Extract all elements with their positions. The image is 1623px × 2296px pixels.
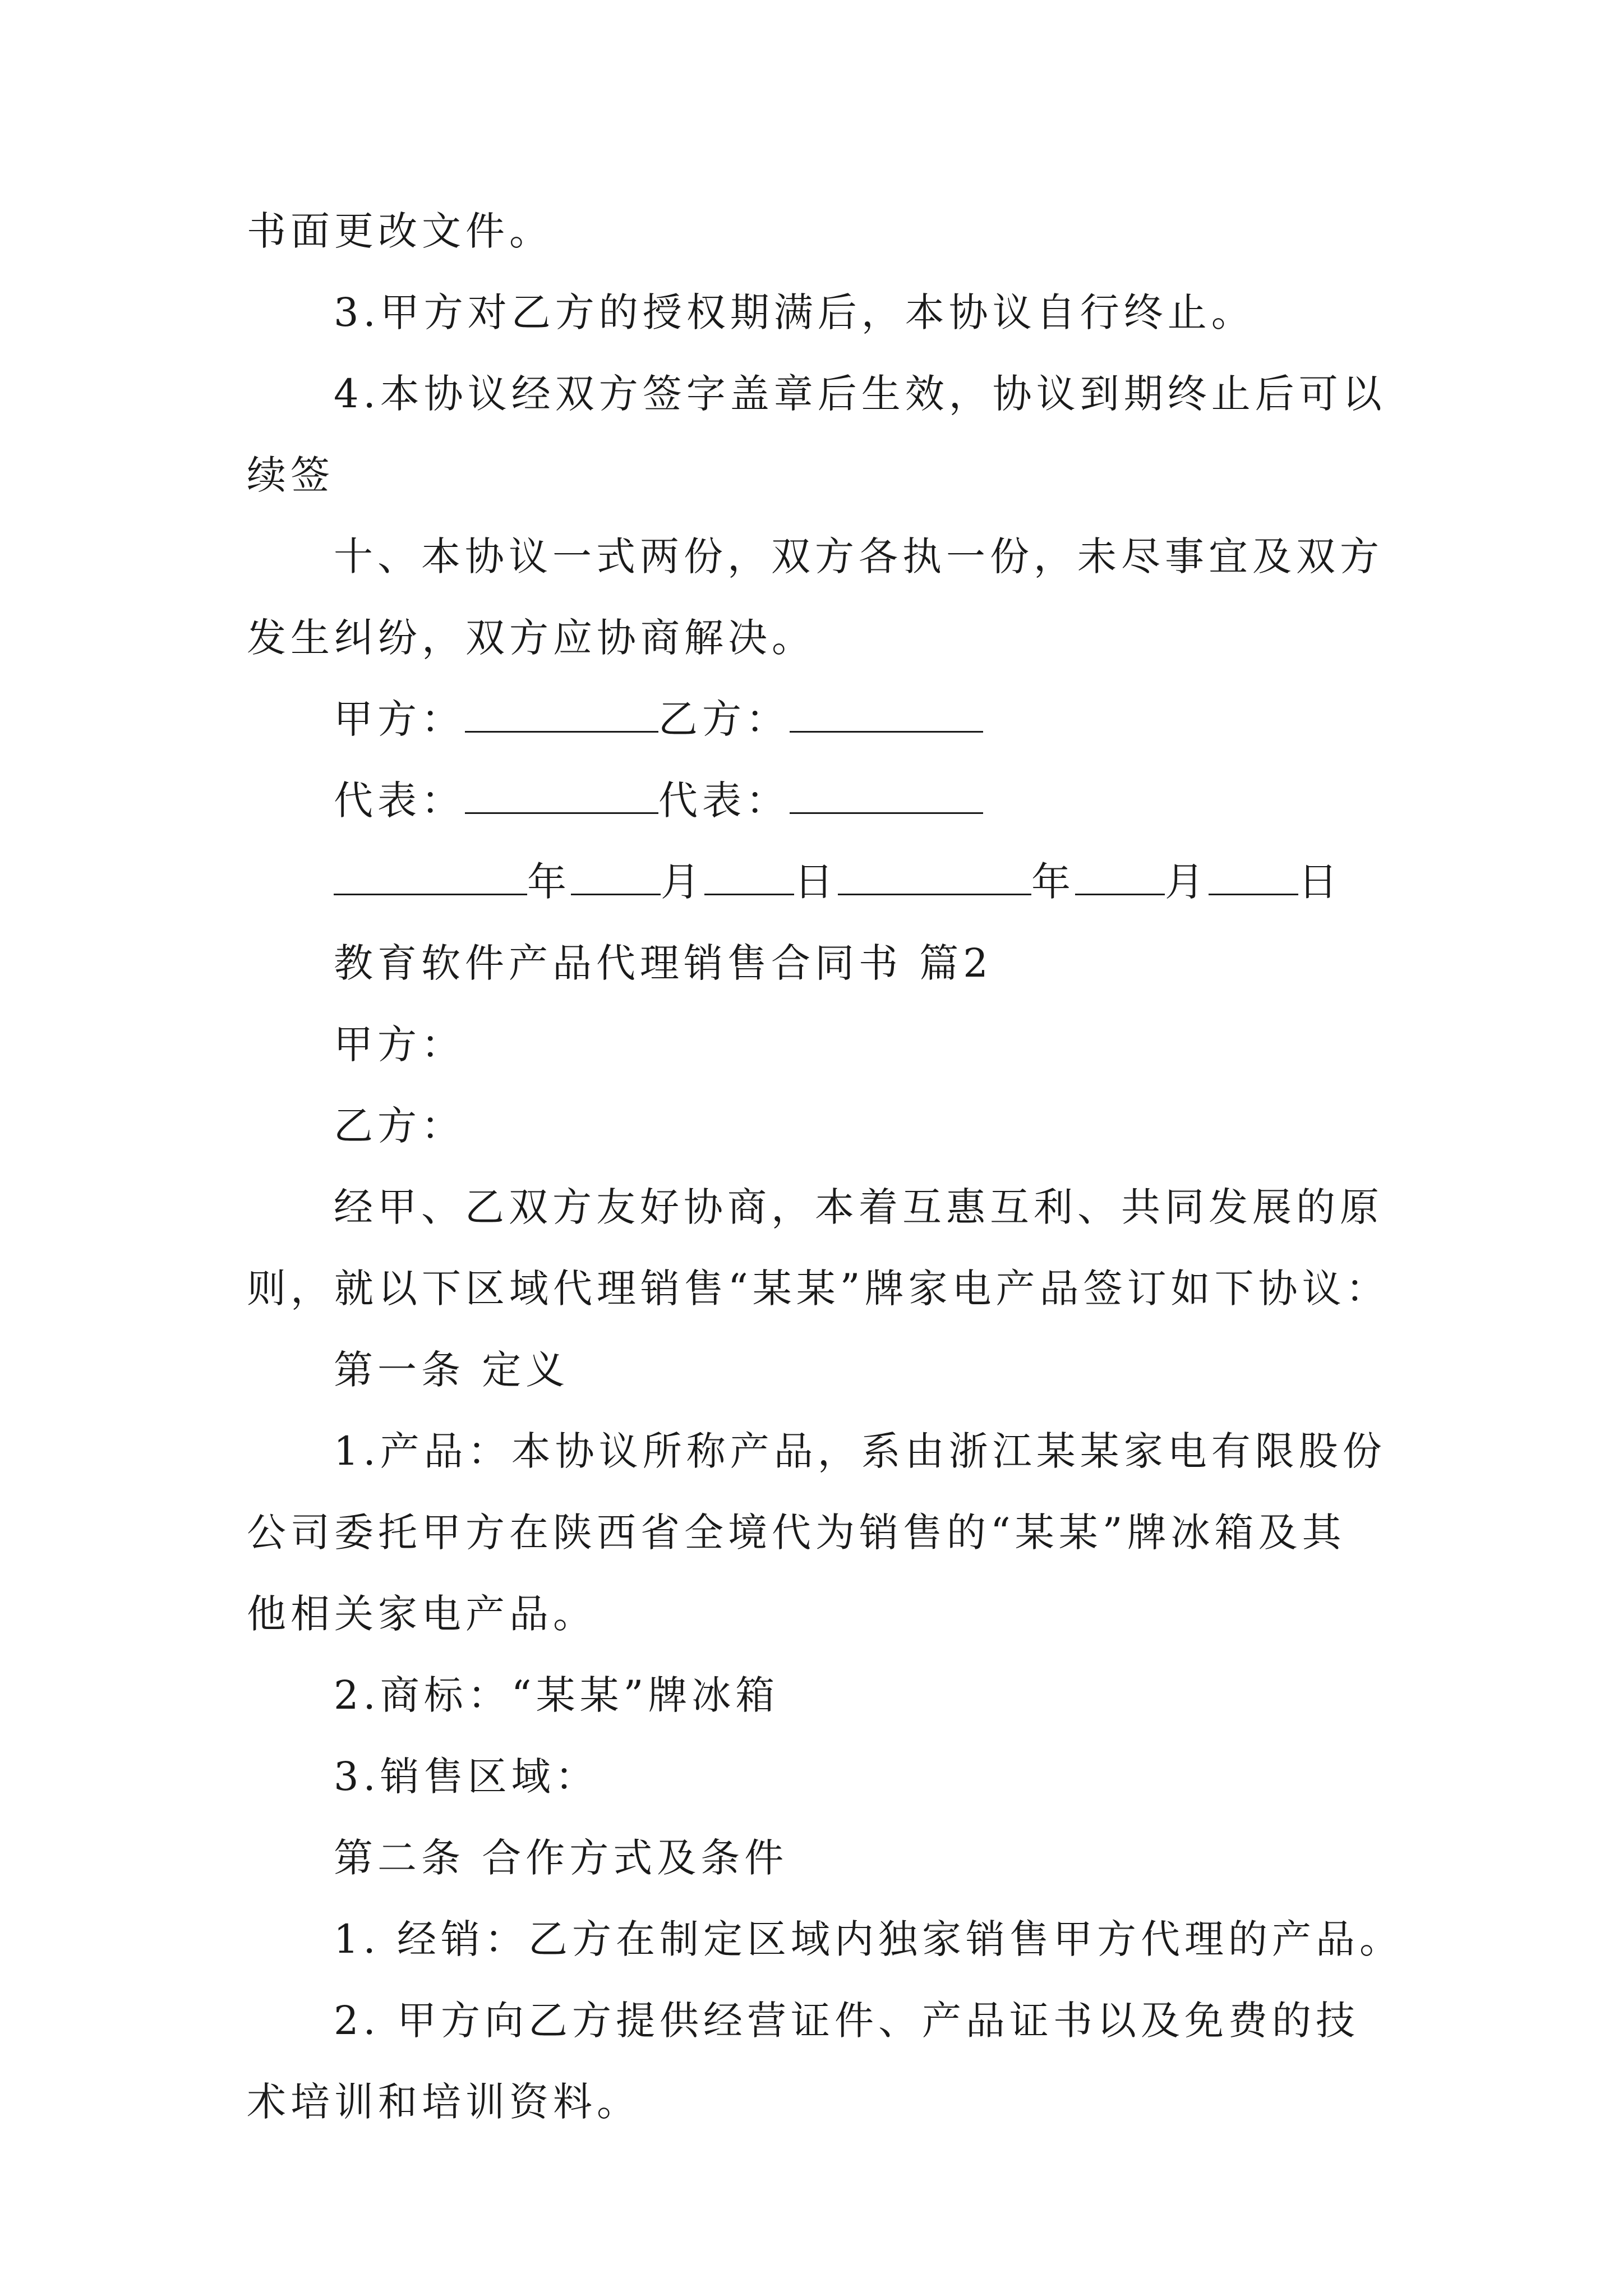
year-a-label: 年 (527, 859, 571, 905)
party-b-blank (790, 698, 983, 733)
signature-line-dates (247, 841, 1396, 923)
month-b-label: 月 (1165, 859, 1209, 905)
text-line: 发生纠纷，双方应协商解决。 (247, 615, 815, 661)
text-line: 书面更改文件。 (247, 208, 553, 254)
contract-clauses-part2 (247, 923, 1404, 2143)
text-line: 公司委托甲方在陕西省全境代为销售的“某某”牌冰箱及其 (247, 1510, 1346, 1556)
month-a-label: 月 (661, 859, 704, 905)
text-line: 2.商标：“某某”牌冰箱 (334, 1672, 780, 1718)
rep-a-label: 代表： (334, 777, 465, 823)
year-b-label: 年 (1031, 859, 1075, 905)
party-a-label: 甲方： (334, 696, 465, 742)
text-line: 1.产品：本协议所称产品，系由浙江某某家电有限股份 (334, 1428, 1386, 1474)
party-b-label: 乙方： (658, 696, 790, 742)
text-line: 3.甲方对乙方的授权期满后，本协议自行终止。 (334, 289, 1255, 335)
text-line: 术培训和培训资料。 (247, 2079, 640, 2125)
text-line: 第二条 合作方式及条件 (334, 1835, 789, 1881)
rep-b-blank (790, 780, 983, 814)
signature-line-parties (247, 679, 1396, 760)
rep-b-label: 代表： (658, 777, 790, 823)
text-line: 3.销售区域： (334, 1754, 599, 1800)
text-line: 4.本协议经双方签字盖章后生效，协议到期终止后可以 (334, 371, 1386, 417)
year-a-blank (334, 861, 527, 895)
text-line: 教育软件产品代理销售合同书 篇2 (334, 940, 993, 986)
rep-a-blank (465, 780, 658, 814)
day-b-label: 日 (1298, 859, 1342, 905)
text-line: 乙方： (334, 1103, 465, 1149)
text-line: 2. 甲方向乙方提供经营证件、产品证书以及免费的技 (334, 1998, 1360, 2044)
text-line: 第一条 定义 (334, 1347, 570, 1393)
month-b-blank (1075, 861, 1165, 895)
text-line: 1. 经销：乙方在制定区域内独家销售甲方代理的产品。 (334, 1916, 1404, 1962)
text-line: 甲方： (334, 1022, 465, 1068)
day-a-blank (704, 861, 794, 895)
day-a-label: 日 (794, 859, 838, 905)
year-b-blank (838, 861, 1031, 895)
text-line: 续签 (247, 452, 334, 498)
text-line: 他相关家电产品。 (247, 1591, 597, 1637)
month-a-blank (571, 861, 661, 895)
text-line: 十、本协议一式两份，双方各执一份，未尽事宜及双方 (334, 533, 1384, 579)
document-page (247, 191, 1404, 2143)
contract-clauses-part1 (247, 191, 1396, 679)
party-a-blank (465, 698, 658, 733)
text-line: 则，就以下区域代理销售“某某”牌家电产品签订如下协议： (247, 1266, 1390, 1312)
text-line: 经甲、乙双方友好协商，本着互惠互利、共同发展的原 (334, 1184, 1384, 1230)
signature-line-representatives (247, 760, 1396, 841)
day-b-blank (1209, 861, 1298, 895)
